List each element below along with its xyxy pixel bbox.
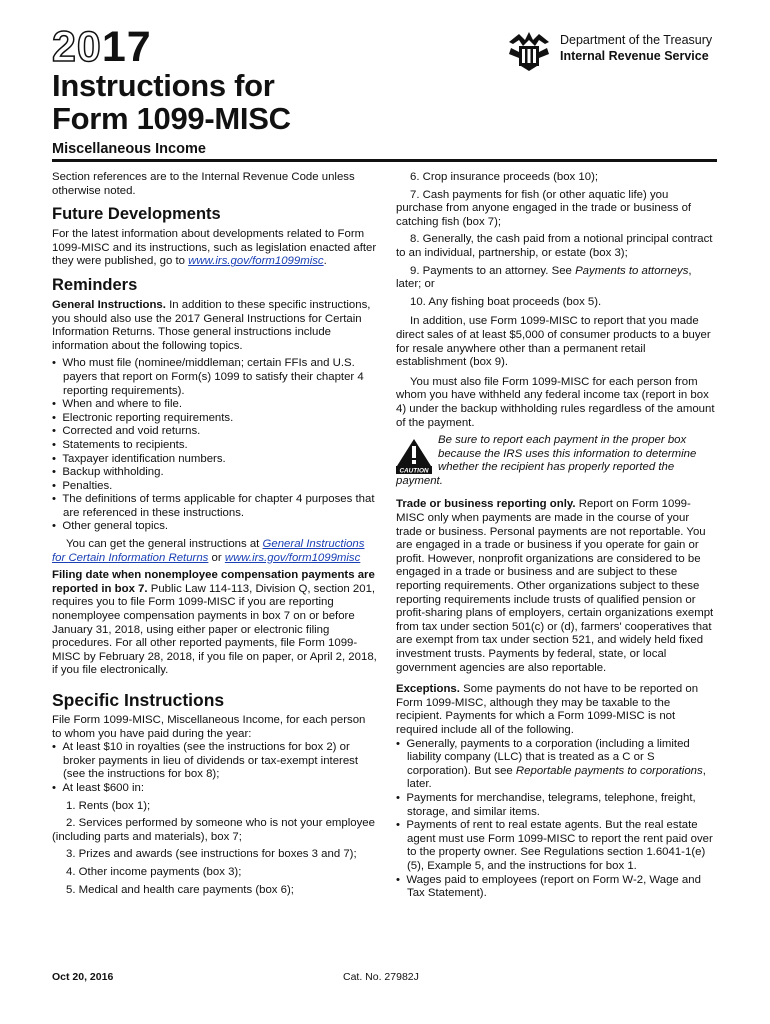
right-column [396, 171, 718, 905]
general-instructions-text: In addition to these specific instructions, you should also use the 2017 General Instructions for Certain Information Returns. Those general instructions include information about the following topics. [52, 298, 371, 352]
numbered-item: 6. Crop insurance proceeds (box 10); [410, 171, 599, 183]
withholding-paragraph: You must also file Form 1099-MISC for each person from whom you have withheld any federal income tax (report in box 4) under the backup withholding rules regardless of the amount of the payment. [396, 375, 715, 429]
exception-1-tail: , later. [407, 764, 706, 791]
list-item: • Statements to recipients. [52, 439, 377, 453]
list-item: • Who must file (nominee/middleman; certain FFIs and U.S. payers that report on Form(s) 1099 to satisfy their chapter 4 reporting requirements). [52, 357, 377, 398]
form1099misc-link[interactable]: www.irs.gov/form1099misc [188, 255, 324, 268]
future-developments-text: For the latest information about developments related to Form 1099-MISC and its instructions, such as legislation enacted after they were published, go to [52, 228, 377, 268]
future-developments-heading: Future Developments [52, 205, 221, 224]
get-instructions-paragraph [52, 538, 377, 565]
trade-business-text: Report on Form 1099-MISC only when payments are made in the course of your trade or business. Personal payments are not reportable. You are engaged in a trade or business if you operate for gain or profit. However, nonprofit organizations are considered to be engaged in a trade or business and are subject to these reporting requirements. Other organizations subject to these reporting requirements include trusts of qualified pension or profit-sharing plans of employers, certain organizations exempt from tax under section 501(c) or (d), farmers' cooperatives that are exempt from tax under section 521, and widely held fixed investment trusts. Payments by federal, state, or local government agencies are also reportable. [396, 498, 714, 674]
caution-text: Be sure to report each payment in the proper box because the IRS uses this information to determine whether the recipient has properly reported the [438, 434, 697, 474]
form1099misc-link-2[interactable]: www.irs.gov/form1099misc [224, 551, 361, 564]
numbered-item: 5. Medical and health care payments (box 6); [66, 883, 294, 896]
caution-note [396, 434, 718, 488]
page-subtitle: Miscellaneous Income [52, 141, 206, 157]
list-item: • Other general topics. [52, 520, 377, 534]
trade-business-lead: Trade or business reporting only. [396, 498, 576, 511]
intro-paragraph: Section references are to the Internal Revenue Code unless otherwise noted. [52, 171, 355, 197]
agency-name: Internal Revenue Service [560, 49, 709, 63]
list-item: • Payments of rent to real estate agents. But the real estate agent must use Form 1099-MISC to report the rent paid over to the property owner. See Regulations section 1.6041-1(e)(5), Example 5, and the instructions for box 1. [396, 819, 718, 873]
list-item: • Backup withholding. [52, 466, 377, 480]
list-item: • Electronic reporting requirements. [52, 412, 377, 426]
specific-instructions-paragraph: File Form 1099-MISC, Miscellaneous Income, for each person to whom you have paid during the year: [52, 714, 366, 740]
future-developments-paragraph: For the latest information about developments related to Form 1099-MISC and its instructions, such as legislation enacted after they were published, go to www.irs.gov/form1099misc. [52, 228, 377, 268]
numbered-item: 10. Any fishing boat proceeds (box 5). [410, 295, 602, 308]
irs-eagle-logo-icon [505, 28, 553, 72]
department-block [560, 32, 712, 64]
left-column [52, 171, 377, 901]
filing-date-lead: Filing date when nonemployee compensation payments are reported in box 7. [52, 569, 375, 595]
topics-list [52, 357, 377, 534]
item-9-text: 9. Payments to an attorney. See [410, 264, 572, 277]
specific-bullets [52, 741, 377, 795]
reminders-heading: Reminders [52, 275, 138, 294]
numbered-item: 2. Services performed by someone who is not your employee (including parts and materials), box 7; [52, 817, 375, 843]
numbered-item: 8. Generally, the cash paid from a notional principal contract to an individual, partnership, or estate (box 3); [396, 233, 713, 259]
title-line-2: Form 1099-MISC [52, 101, 291, 136]
item-9-reference: Payments to attorneys [575, 264, 689, 277]
filing-date-text: Public Law 114-113, Division Q, section 201, requires you to file Form 1099-MISC if you are reporting nonemployee compensation payments in box 7 on or before January 31, 2018, using either paper or electronic filing procedures. For all other reported payments, file Form 1099-MISC by February 28, 2018, if you file on paper, or April 2, 2018, if you file electronically. [52, 582, 377, 677]
list-item: • At least $10 in royalties (see the instructions for box 2) or broker payments in lieu of dividends or tax-exempt interest (see the instructions for box 8); [52, 741, 377, 782]
exceptions-text: Some payments do not have to be reported on Form 1099-MISC, although they may be taxable to the recipient. Payments for which a Form 1099-MISC is not required include all of the following. [396, 683, 699, 736]
year-outline-digits: 20 [52, 23, 102, 71]
exception-1-reference: Reportable payments to corporations [515, 764, 703, 777]
page-title [52, 69, 291, 135]
exceptions-paragraph [396, 683, 718, 737]
caution-label: CAUTION [399, 467, 429, 475]
filing-date-paragraph [52, 569, 377, 678]
numbered-item: 1. Rents (box 1); [66, 799, 151, 812]
year-solid-digits: 17 [101, 23, 152, 71]
list-item [396, 738, 718, 792]
list-item: • At least $600 in: [52, 782, 377, 796]
list-item: • Payments for merchandise, telegrams, telephone, freight, storage, and similar items. [396, 792, 718, 819]
revision-date: Oct 20, 2016 [52, 971, 114, 983]
numbered-item: 7. Cash payments for fish (or other aquatic life) you purchase from anyone engaged in the trade or business of catching fish (box 7); [396, 188, 692, 228]
numbered-item: 4. Other income payments (box 3); [66, 865, 242, 878]
catalog-number: Cat. No. 27982J [343, 971, 419, 983]
header-divider [52, 159, 717, 162]
get-instructions-text: You can get the general instructions at [66, 538, 260, 551]
list-item: • Corrected and void returns. [52, 425, 377, 439]
trade-business-paragraph [396, 498, 718, 675]
title-line-1: Instructions for [52, 68, 275, 103]
get-instructions-or: or [211, 551, 222, 564]
department-name: Department of the Treasury [560, 33, 713, 47]
list-item: • The definitions of terms applicable for chapter 4 purposes that are referenced in these instructions. [52, 493, 377, 520]
numbered-item-9 [396, 265, 718, 292]
exceptions-lead: Exceptions. [396, 683, 460, 696]
list-item: • Taxpayer identification numbers. [52, 453, 377, 467]
numbered-item: 3. Prizes and awards (see instructions for boxes 3 and 7); [66, 848, 357, 861]
direct-sales-paragraph: In addition, use Form 1099-MISC to report that you made direct sales of at least $5,000 of consumer products to a buyer for resale anywhere other than a permanent retail establishment (box 9). [396, 315, 711, 369]
item-9-tail: , later; or [396, 264, 692, 291]
form-year [52, 22, 152, 72]
general-instructions-paragraph [52, 299, 377, 353]
list-item: • When and where to file. [52, 398, 377, 412]
general-instructions-lead: General Instructions. [52, 298, 166, 311]
caution-text-tail: payment. [396, 474, 443, 487]
general-instructions-link[interactable]: General Instructions for Certain Information Returns [52, 538, 365, 564]
list-item: • Penalties. [52, 480, 377, 494]
caution-icon [396, 438, 432, 474]
specific-instructions-heading: Specific Instructions [52, 690, 225, 710]
list-item: • Wages paid to employees (report on Form W-2, Wage and Tax Statement). [396, 874, 718, 901]
exceptions-list [396, 738, 718, 901]
exception-1-text: Generally, payments to a corporation (including a limited liability company (LLC) that is treated as a C or S corporation). But see [406, 737, 690, 777]
